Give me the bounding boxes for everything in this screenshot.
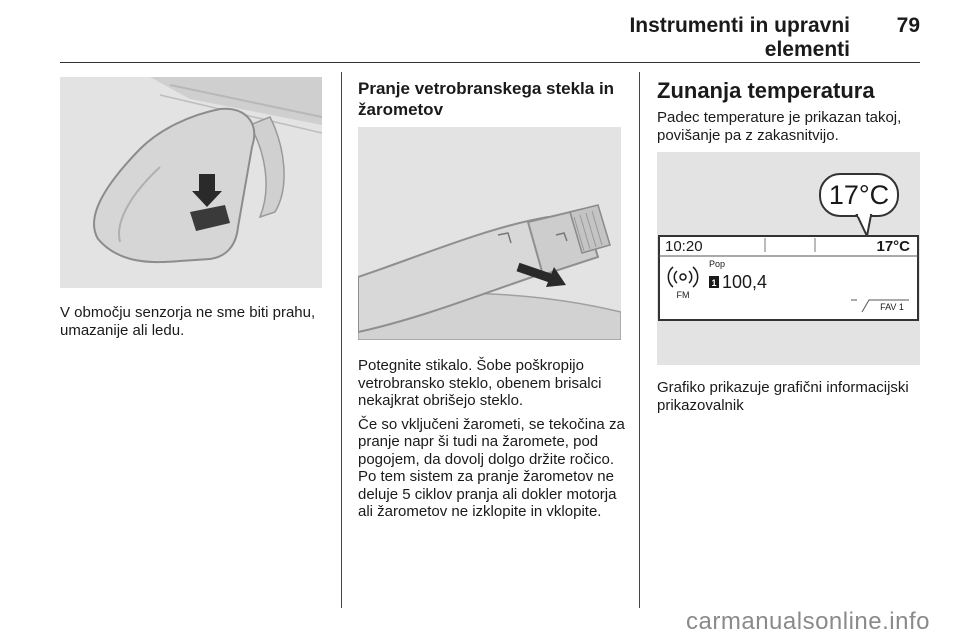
washer-paragraph-2: Če so vključeni žarometi, se tekočina za pranje napr ši tudi na žaromete, pod pogojem, da dovolj dolgo držite ročico. Po tem sistem za pranje žarometov ne deluje 5 ciklov pranja ali dokler motorja ali žarometov ne izklopite in vklopite. bbox=[358, 415, 625, 520]
page-number: 79 bbox=[896, 14, 920, 37]
display-time: 10:20 bbox=[665, 238, 703, 255]
washer-text bbox=[358, 357, 628, 527]
display-frequency: 100,4 bbox=[722, 272, 768, 292]
header-divider bbox=[60, 62, 920, 63]
section-title-washer: Pranje vetrobranskega stekla in žarometov bbox=[358, 79, 615, 119]
column-divider-2 bbox=[639, 72, 640, 608]
display-preset-number: 1 bbox=[711, 278, 717, 288]
section-title-outside-temp: Zunanja temperatura bbox=[657, 78, 875, 103]
page-header-title: Instrumenti in upravni elementi bbox=[629, 14, 850, 61]
sensor-caption: V območju senzorja ne sme biti prahu, umazanije ali ledu. bbox=[60, 304, 316, 339]
temp-intro-text: Padec temperature je prikazan takoj, povišanje pa z zakasnitvijo. bbox=[657, 109, 902, 144]
display-fav: FAV 1 bbox=[880, 302, 904, 312]
info-display-illustration bbox=[657, 152, 920, 365]
column-divider-1 bbox=[341, 72, 342, 608]
display-genre: Pop bbox=[709, 259, 726, 269]
watermark: carmanualsonline.info bbox=[686, 608, 930, 635]
washer-paragraph-1: Potegnite stikalo. Šobe poškropijo vetrobransko steklo, obenem brisalci nekajkrat obrišejo steklo. bbox=[358, 357, 602, 409]
display-band: FM bbox=[676, 290, 690, 300]
callout-temperature: 17°C bbox=[828, 180, 890, 210]
display-temperature: 17°C bbox=[876, 238, 910, 255]
rain-sensor-illustration bbox=[60, 77, 322, 288]
wiper-stalk-illustration bbox=[358, 127, 621, 340]
display-caption: Grafiko prikazuje grafični informacijski prikazovalnik bbox=[657, 379, 909, 414]
